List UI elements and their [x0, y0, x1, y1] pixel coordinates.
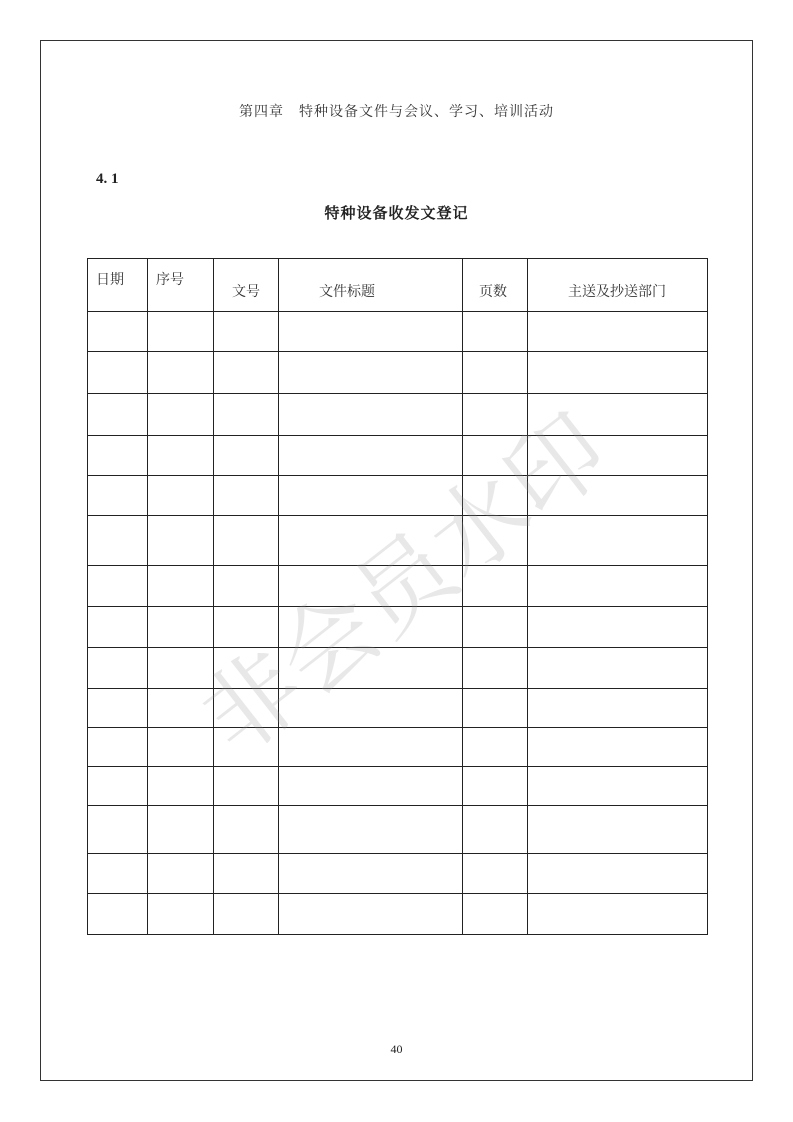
table-row [88, 352, 708, 394]
table-cell [279, 894, 463, 935]
table-cell [463, 806, 528, 854]
table-cell [214, 476, 279, 516]
table-cell [148, 312, 214, 352]
table-cell [148, 436, 214, 476]
table-cell [463, 476, 528, 516]
table-header-row [88, 259, 708, 312]
table-cell [148, 394, 214, 436]
table-cell [214, 394, 279, 436]
table-row [88, 394, 708, 436]
table-cell [463, 566, 528, 607]
table-cell [214, 436, 279, 476]
table-cell [88, 607, 148, 648]
table-cell [148, 566, 214, 607]
table-cell [88, 689, 148, 728]
table-cell [279, 806, 463, 854]
table-cell [214, 648, 279, 689]
table-cell [279, 476, 463, 516]
table-cell [88, 516, 148, 566]
table-cell [528, 394, 708, 436]
table-cell [463, 728, 528, 767]
table-cell [279, 854, 463, 894]
table-row [88, 648, 708, 689]
table-cell [463, 894, 528, 935]
table-cell [528, 476, 708, 516]
table-cell [88, 894, 148, 935]
table-row [88, 894, 708, 935]
table-row [88, 516, 708, 566]
table-cell [528, 352, 708, 394]
table-cell [214, 607, 279, 648]
register-table [87, 258, 708, 935]
column-header-doc-number: 文号 [214, 259, 279, 312]
table-cell [279, 436, 463, 476]
table-cell [148, 854, 214, 894]
table-row [88, 607, 708, 648]
table-cell [463, 394, 528, 436]
table-cell [88, 436, 148, 476]
chapter-header: 第四章 特种设备文件与会议、学习、培训活动 [239, 104, 554, 120]
table-cell [148, 648, 214, 689]
table-cell [528, 436, 708, 476]
table-row [88, 728, 708, 767]
column-header-doc-title: 文件标题 [279, 259, 463, 312]
table-cell [148, 516, 214, 566]
table-cell [148, 689, 214, 728]
table-cell [214, 767, 279, 806]
table-cell [148, 476, 214, 516]
table-cell [214, 806, 279, 854]
table-cell [148, 607, 214, 648]
table-cell [463, 312, 528, 352]
table-cell [88, 476, 148, 516]
table-row [88, 436, 708, 476]
table-cell [528, 854, 708, 894]
table-cell [528, 767, 708, 806]
table-cell [279, 516, 463, 566]
table-cell [148, 767, 214, 806]
table-cell [88, 566, 148, 607]
table-cell [148, 352, 214, 394]
table-cell [214, 854, 279, 894]
register-title: 特种设备收发文登记 [324, 204, 469, 222]
table-row [88, 312, 708, 352]
column-header-pages: 页数 [463, 259, 528, 312]
table-cell [463, 352, 528, 394]
table-cell [279, 566, 463, 607]
table-cell [279, 767, 463, 806]
table-cell [88, 312, 148, 352]
table-cell [528, 607, 708, 648]
table-cell [214, 352, 279, 394]
table-cell [463, 607, 528, 648]
table-cell [463, 854, 528, 894]
table-cell [528, 806, 708, 854]
table-cell [528, 566, 708, 607]
table-row [88, 806, 708, 854]
table-cell [148, 728, 214, 767]
table-cell [528, 516, 708, 566]
table-cell [148, 806, 214, 854]
table-cell [214, 894, 279, 935]
table-cell [214, 728, 279, 767]
table-cell [528, 689, 708, 728]
table-cell [88, 394, 148, 436]
section-number: 4. 1 [96, 171, 119, 187]
table-cell [88, 352, 148, 394]
column-header-date: 日期 [88, 259, 148, 312]
column-header-sequence: 序号 [148, 259, 214, 312]
table-cell [214, 689, 279, 728]
register-body [88, 312, 708, 935]
table-cell [463, 648, 528, 689]
table-cell [88, 728, 148, 767]
table-cell [214, 312, 279, 352]
table-cell [279, 312, 463, 352]
table-cell [88, 854, 148, 894]
table-cell [214, 516, 279, 566]
table-cell [463, 516, 528, 566]
watermark-text: 非会员水印 [181, 392, 629, 777]
column-header-recipients: 主送及抄送部门 [528, 259, 708, 312]
table-cell [279, 352, 463, 394]
table-cell [528, 894, 708, 935]
page-number: 40 [390, 1042, 403, 1056]
table-cell [88, 648, 148, 689]
table-row [88, 689, 708, 728]
table-cell [279, 394, 463, 436]
table-cell [279, 607, 463, 648]
table-cell [463, 436, 528, 476]
table-cell [148, 894, 214, 935]
table-cell [279, 728, 463, 767]
table-cell [463, 767, 528, 806]
table-cell [279, 648, 463, 689]
table-cell [463, 689, 528, 728]
table-cell [279, 689, 463, 728]
table-cell [528, 312, 708, 352]
table-row [88, 476, 708, 516]
table-cell [528, 728, 708, 767]
table-row [88, 767, 708, 806]
table-row [88, 566, 708, 607]
table-cell [88, 806, 148, 854]
table-cell [88, 767, 148, 806]
table-cell [214, 566, 279, 607]
table-row [88, 854, 708, 894]
table-cell [528, 648, 708, 689]
